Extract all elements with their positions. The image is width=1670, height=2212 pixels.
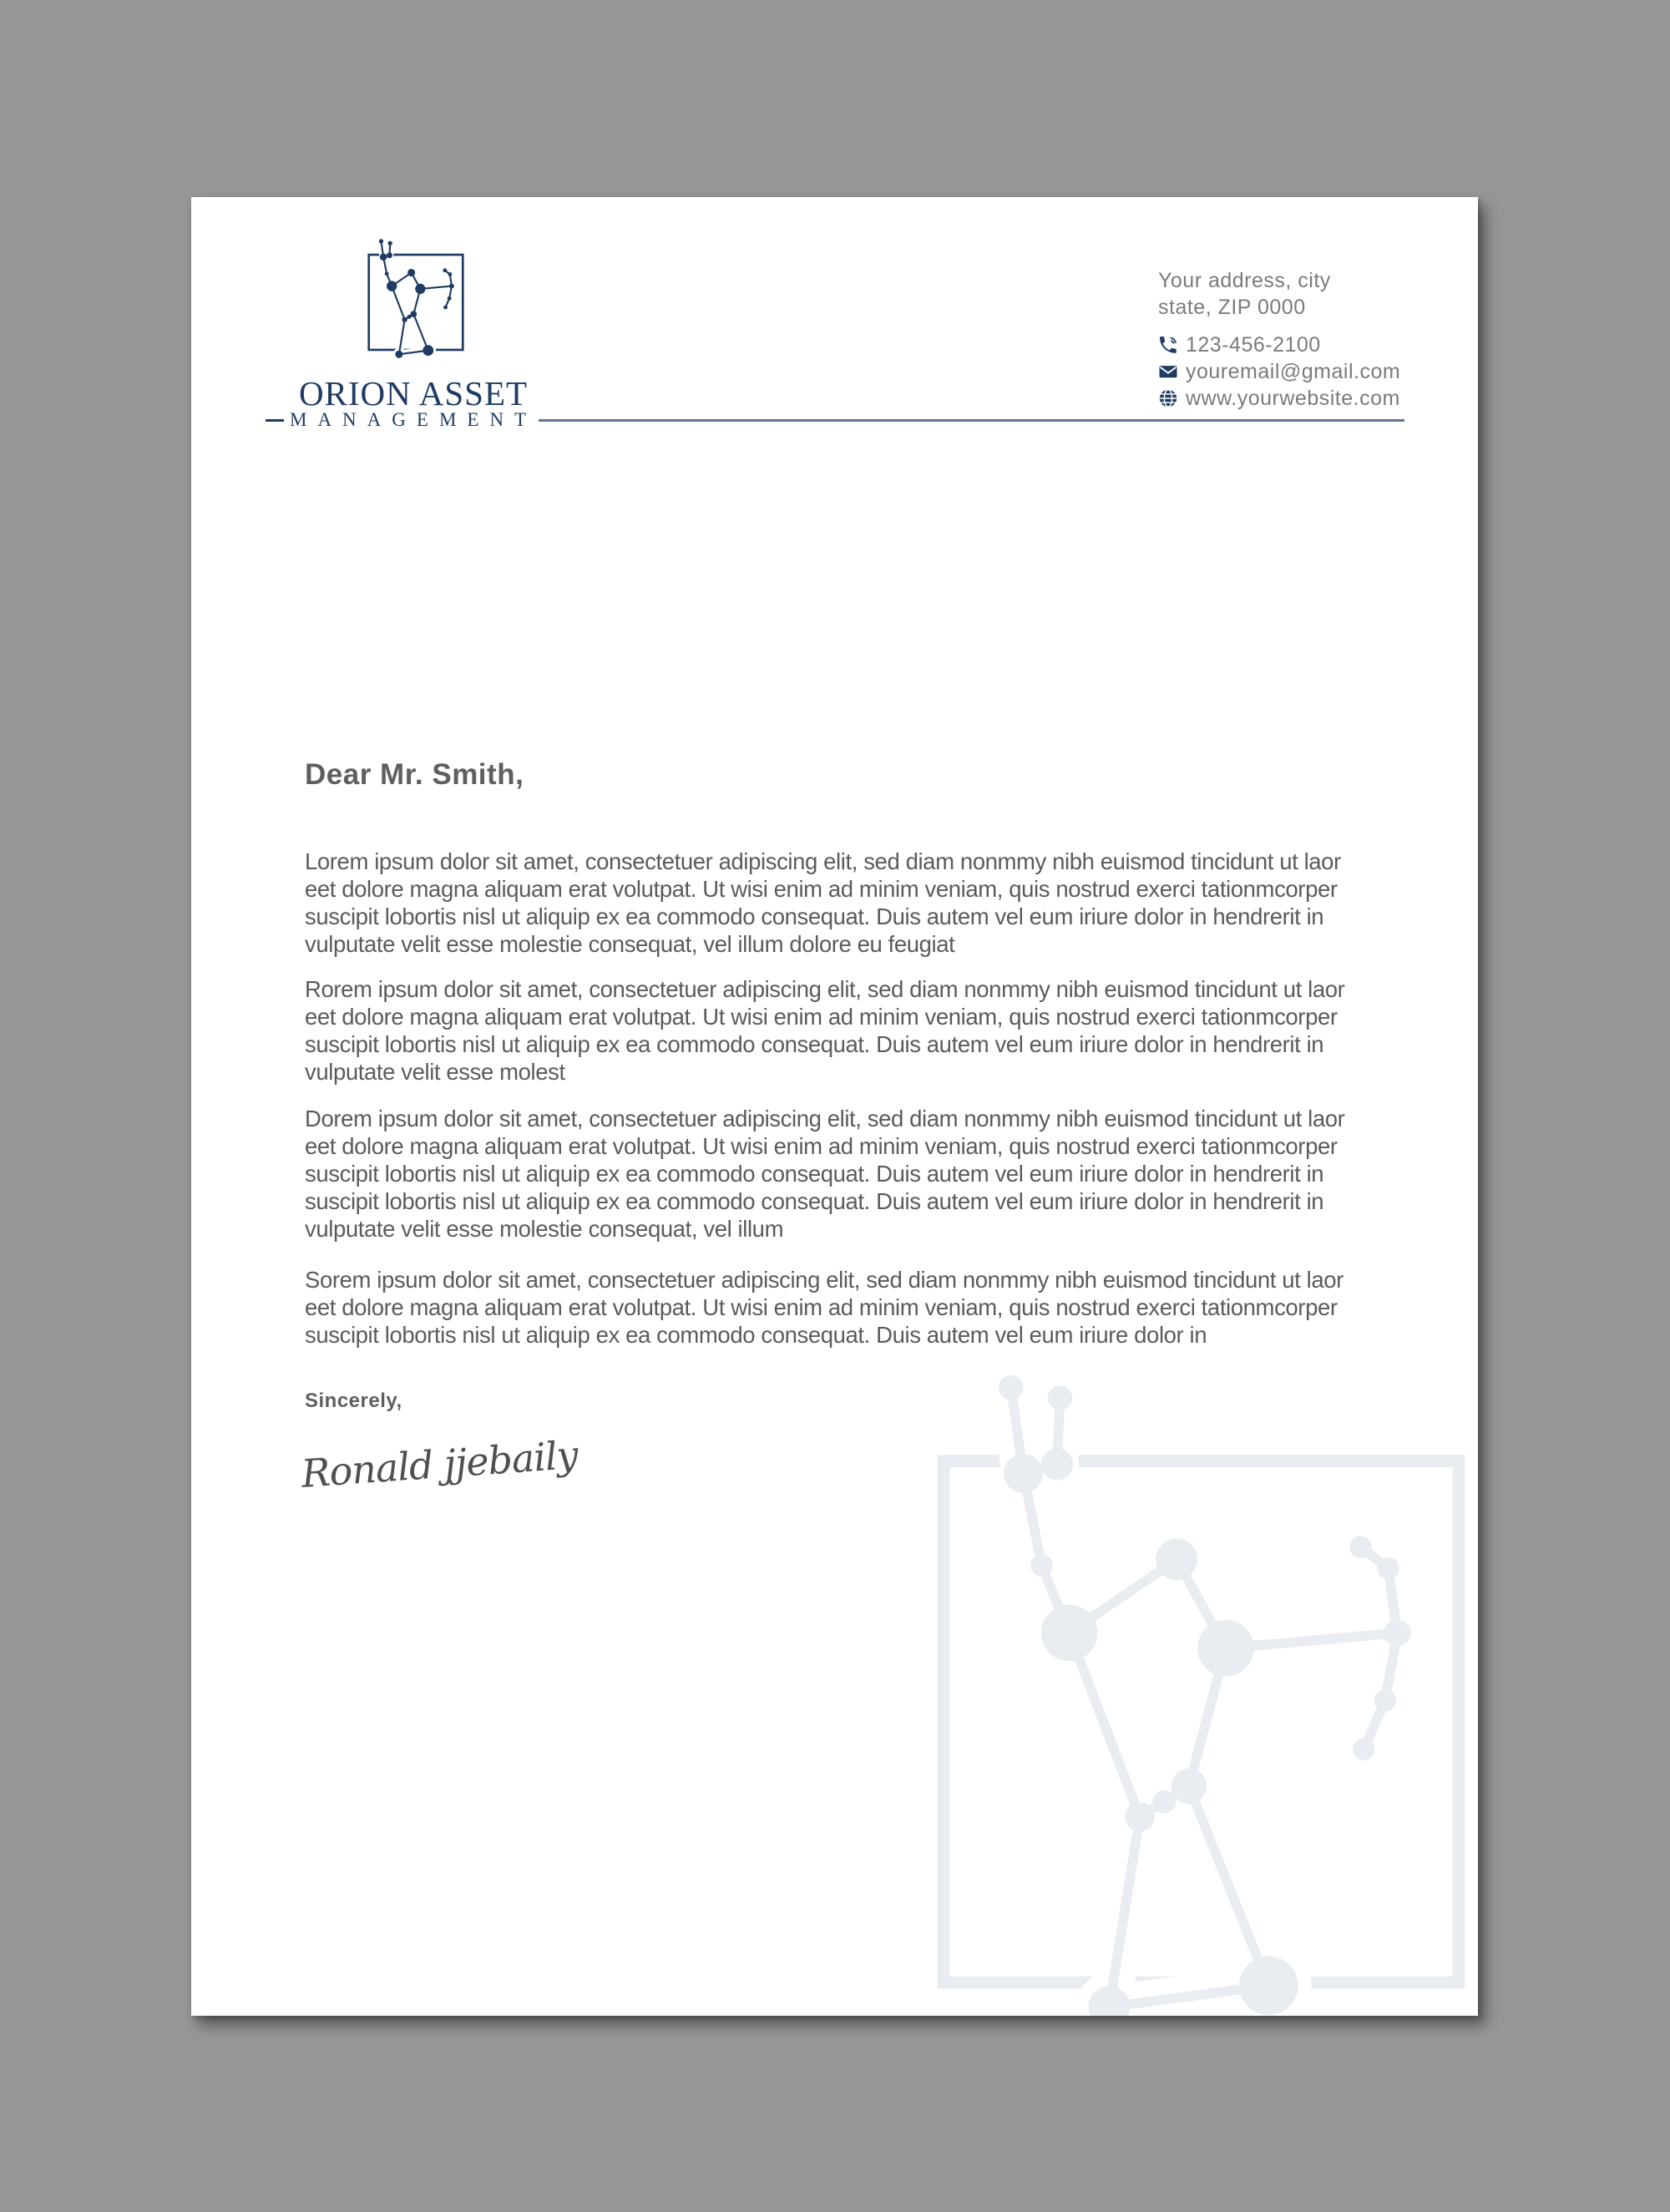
- brand-subtitle-dash: [266, 419, 284, 422]
- address-line-2: state, ZIP 0000: [1158, 296, 1306, 319]
- email-icon: [1158, 362, 1178, 382]
- website-icon: [1158, 388, 1178, 408]
- signature: Ronald jjebaily: [300, 1431, 579, 1496]
- email-row: [1158, 358, 1400, 385]
- orion-logo-icon: [360, 239, 472, 362]
- constellation-watermark-icon: [894, 1375, 1478, 2016]
- body-paragraph-4: Sorem ipsum dolor sit amet, consectetuer adipiscing elit, sed diam nonmmy nibh euismod tincidunt ut laor eet dolore magna aliquam erat volutpat. Ut wisi enim ad minim veniam, quis nostrud exerci tationmcorper suscipit lobortis nisl ut aliquip ex ea commodo consequat. Duis autem vel eum iriure dolor in: [305, 1267, 1344, 1348]
- closing: Sincerely,: [305, 1389, 402, 1412]
- email-address: youremail@gmail.com: [1186, 359, 1401, 383]
- phone-row: [1158, 332, 1400, 358]
- website-row: [1158, 385, 1400, 412]
- body-paragraph-2: Rorem ipsum dolor sit amet, consectetuer adipiscing elit, sed diam nonmmy nibh euismod tincidunt ut laor eet dolore magna aliquam erat volutpat. Ut wisi enim ad minim veniam, quis nostrud exerci tationmcorper suscipit lobortis nisl ut aliquip ex ea commodo consequat. Duis autem vel eum iriure dolor in hendrerit in vulputate velit esse molest: [305, 976, 1345, 1085]
- brand-name: ORION ASSET: [298, 374, 529, 413]
- body-paragraph-1: Lorem ipsum dolor sit amet, consectetuer adipiscing elit, sed diam nonmmy nibh euismod tincidunt ut laor eet dolore magna aliquam erat volutpat. Ut wisi enim ad minim veniam, quis nostrud exerci tationmcorper suscipit lobortis nisl ut aliquip ex ea commodo consequat. Duis autem vel eum iriure dolor in hendrerit in vulputate velit esse molestie consequat, vel illum dolore eu feugiat: [305, 848, 1341, 957]
- address-line-1: Your address, city: [1158, 269, 1331, 292]
- body-paragraph-3: Dorem ipsum dolor sit amet, consectetuer adipiscing elit, sed diam nonmmy nibh euismod tincidunt ut laor eet dolore magna aliquam erat volutpat. Ut wisi enim ad minim veniam, quis nostrud exerci tationmcorper suscipit lobortis nisl ut aliquip ex ea commodo consequat. Duis autem vel eum iriure dolor in hendrerit in suscipit lobortis nisl ut aliquip ex ea commodo consequat. Duis autem vel eum iriure dolor in hendrerit in vulputate velit esse molestie consequat, vel illum: [305, 1106, 1345, 1242]
- salutation: Dear Mr. Smith,: [305, 758, 524, 791]
- letterhead-page: [191, 197, 1478, 2016]
- website-url: www.yourwebsite.com: [1186, 386, 1400, 410]
- header-rule: [539, 419, 1404, 422]
- phone-number: 123-456-2100: [1186, 332, 1321, 357]
- brand-subtitle: MANAGEMENT: [290, 409, 538, 430]
- contact-block: [1158, 267, 1400, 412]
- phone-icon: [1158, 335, 1178, 355]
